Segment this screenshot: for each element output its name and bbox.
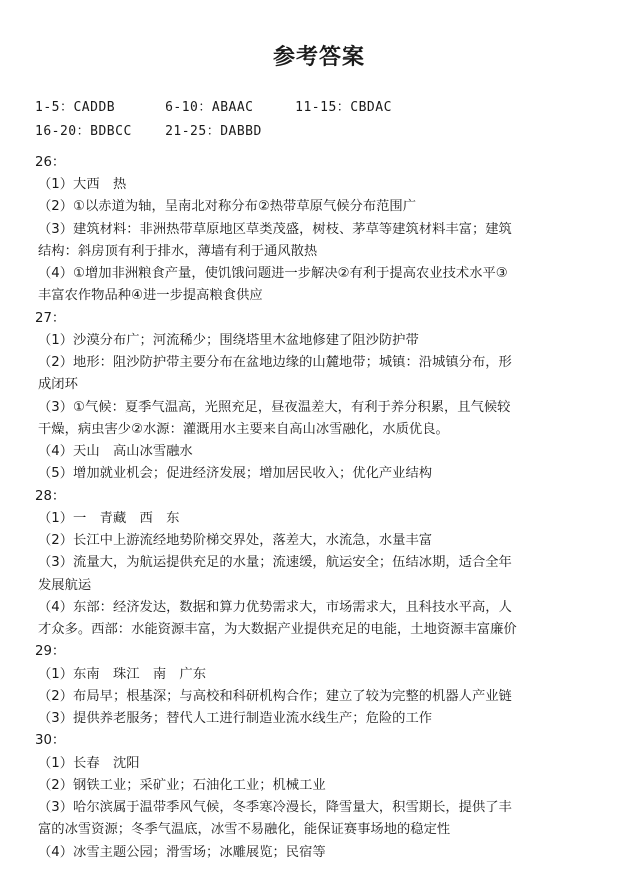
answer-line: （4）天山 高山冰雪融水	[38, 444, 193, 459]
answer-line: （3）①气候：夏季气温高，光照充足，昼夜温差大，有利于养分积累，且气候较	[38, 400, 511, 415]
mc-answers-row-1: 1-5：CADDB 6-10：ABAAC 11-15：CBDAC	[35, 100, 392, 115]
answer-line: （1）长春 沈阳	[38, 756, 140, 771]
mc-answers-row-2: 16-20：BDBCC 21-25：DABBD	[35, 124, 262, 139]
answer-line: 成闭环	[38, 377, 78, 392]
answer-line: （3）流量大，为航运提供充足的水量；流速缓，航运安全；伍结冰期，适合全年	[38, 555, 512, 570]
answer-line: （2）地形：阻沙防护带主要分布在盆地边缘的山麓地带；城镇：沿城镇分布，形	[38, 355, 512, 370]
question-26-heading: 26：	[35, 155, 66, 170]
answer-line: 才众多。西部：水能资源丰富，为大数据产业提供充足的电能，土地资源丰富廉价	[38, 622, 517, 637]
answer-line: （4）①增加非洲粮食产量，使饥饿问题进一步解决②有利于提高农业技术水平③	[38, 266, 508, 281]
answer-line: （1）东南 珠江 南 广东	[38, 667, 207, 682]
answer-line: 发展航运	[38, 578, 92, 593]
answer-line: （2）布局早；根基深；与高校和科研机构合作；建立了较为完整的机器人产业链	[38, 689, 512, 704]
answer-line: 丰富农作物品种④进一步提高粮食供应	[38, 288, 263, 303]
answer-line: （2）①以赤道为轴，呈南北对称分布②热带草原气候分布范围广	[38, 199, 417, 214]
answer-line: （4）东部：经济发达，数据和算力优势需求大，市场需求大，且科技水平高，人	[38, 600, 512, 615]
answer-line: （3）建筑材料：非洲热带草原地区草类茂盛，树枝、茅草等建筑材料丰富；建筑	[38, 222, 512, 237]
question-27-heading: 27：	[35, 311, 66, 326]
answer-line: （4）冰雪主题公园；滑雪场；冰雕展览；民宿等	[38, 845, 326, 860]
answer-line: 结构：斜房顶有利于排水，薄墙有利于通风散热	[38, 244, 318, 259]
answer-line: 干燥，病虫害少②水源：灌溉用水主要来自高山冰雪融化，水质优良。	[38, 422, 449, 437]
answer-line: （3）哈尔滨属于温带季风气候，冬季寒冷漫长，降雪量大，积雪期长，提供了丰	[38, 800, 512, 815]
question-29-heading: 29：	[35, 644, 66, 659]
answer-line: （1）一 青藏 西 东	[38, 511, 180, 526]
answer-line: （1）大西 热	[38, 177, 127, 192]
answer-line: （2）长江中上游流经地势阶梯交界处，落差大，水流急，水量丰富	[38, 533, 433, 548]
answer-line: （3）提供养老服务；替代人工进行制造业流水线生产；危险的工作	[38, 711, 433, 726]
answer-line: （2）钢铁工业；采矿业；石油化工业；机械工业	[38, 778, 326, 793]
answer-line: 富的冰雪资源；冬季气温底，冰雪不易融化，能保证赛事场地的稳定性	[38, 822, 451, 837]
answer-line: （1）沙漠分布广；河流稀少；围绕塔里木盆地修建了阻沙防护带	[38, 333, 419, 348]
question-28-heading: 28：	[35, 489, 66, 504]
page-title: 参考答案	[272, 45, 365, 70]
question-30-heading: 30：	[35, 733, 66, 748]
answer-line: （5）增加就业机会；促进经济发展；增加居民收入；优化产业结构	[38, 466, 433, 481]
